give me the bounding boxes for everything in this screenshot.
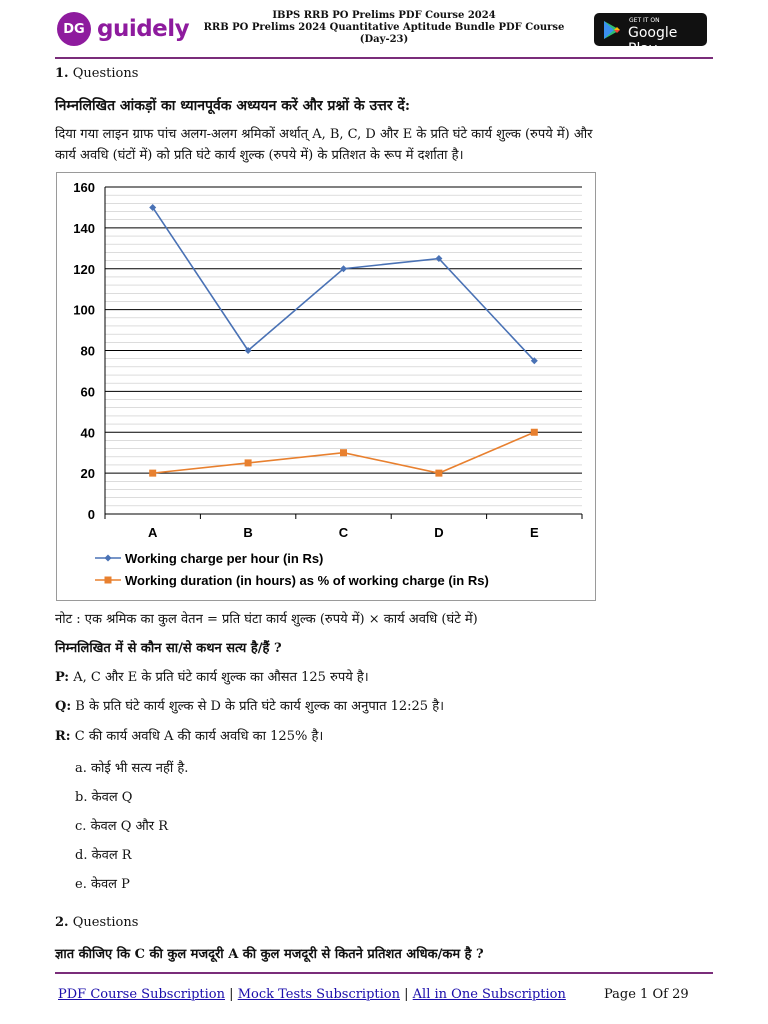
- q1-number: 1.: [55, 66, 69, 81]
- guidely-logo[interactable]: [57, 12, 189, 46]
- y-tick-label: 40: [80, 425, 95, 441]
- footer-separator: |: [404, 987, 409, 1002]
- option-text: कोई भी सत्य नहीं है.: [91, 761, 189, 776]
- google-play-badge[interactable]: [594, 13, 707, 57]
- option-b[interactable]: [75, 787, 132, 805]
- legend-marker-2: [105, 577, 112, 584]
- q1-paragraph-line-1: दिया गया लाइन ग्राफ पांच अलग-अलग श्रमिकों अर्थात् A, B, C, D और E के प्रति घंटे कार्य शुल्क (रुपये में) और: [55, 127, 593, 142]
- q2-label: Questions: [72, 915, 139, 930]
- y-tick-label: 80: [80, 343, 95, 359]
- y-tick-label: 160: [73, 180, 95, 195]
- note: नोट : एक श्रमिक का कुल वेतन = प्रति घंटा कार्य शुल्क (रुपये में) × कार्य अवधि (घंटे में): [55, 612, 478, 627]
- y-tick-label: 120: [73, 261, 95, 277]
- series-line-1: [153, 207, 535, 360]
- q1-question: निम्नलिखित में से कौन सा/से कथन सत्य है/हैं ?: [55, 641, 282, 656]
- header-title-line-1: IBPS RRB PO Prelims PDF Course 2024: [272, 10, 496, 21]
- page-number: Page 1 Of 29: [604, 987, 689, 1002]
- y-tick-label: 0: [87, 507, 95, 522]
- option-e[interactable]: [75, 874, 130, 892]
- legend-marker-1: [105, 555, 112, 562]
- page-header: [0, 0, 768, 58]
- x-tick-label: E: [529, 525, 539, 540]
- statement-q: [55, 696, 444, 714]
- footer-links: [58, 987, 566, 1002]
- legend-label-1: Working charge per hour (in Rs): [125, 551, 324, 566]
- option-text: केवल R: [91, 848, 132, 863]
- option-text: केवल Q: [91, 790, 133, 805]
- option-letter: c.: [75, 819, 87, 834]
- data-point-E: [531, 429, 538, 436]
- store-big-text: Google Play: [628, 25, 678, 57]
- q1-heading: [55, 66, 138, 81]
- q2-number: 2.: [55, 915, 69, 930]
- mock-tests-link[interactable]: Mock Tests Subscription: [237, 987, 400, 1002]
- y-tick-label: 140: [73, 220, 95, 236]
- option-letter: e.: [75, 877, 87, 892]
- statement-key: R:: [55, 729, 71, 744]
- x-tick-label: D: [434, 525, 444, 540]
- logo-mark: DG: [57, 12, 91, 46]
- option-letter: d.: [75, 848, 88, 863]
- header-divider: [55, 57, 713, 59]
- legend-label-2: Working duration (in hours) as % of working charge (in Rs): [125, 573, 489, 588]
- statement-text: B के प्रति घंटे कार्य शुल्क से D के प्रति घंटे कार्य शुल्क का अनुपात 12:25 है।: [75, 699, 445, 714]
- option-text: केवल Q और R: [90, 819, 169, 834]
- play-store-icon: [602, 20, 622, 40]
- line-chart-svg: [57, 173, 595, 600]
- data-point-B: [245, 459, 252, 466]
- x-tick-label: B: [243, 525, 253, 540]
- logo-text: guidely: [97, 16, 190, 42]
- q1-paragraph-line-2: कार्य अवधि (घंटों में) को प्रति घंटे कार्य शुल्क (रुपये में) के प्रतिशत के रूप में दर्शाता है।: [55, 148, 464, 163]
- q2-question: ज्ञात कीजिए कि C की कुल मजदूरी A की कुल मजदूरी से कितने प्रतिशत अधिक/कम है ?: [55, 947, 484, 962]
- footer-divider: [55, 972, 713, 974]
- statement-p: [55, 667, 369, 685]
- y-tick-label: 100: [73, 302, 95, 318]
- data-point-A: [149, 470, 156, 477]
- statement-key: P:: [55, 670, 70, 685]
- option-c[interactable]: [75, 816, 168, 834]
- q2-heading: [55, 915, 138, 930]
- all-in-one-link[interactable]: All in One Subscription: [412, 987, 566, 1002]
- statement-r: [55, 726, 323, 744]
- option-a[interactable]: [75, 758, 188, 776]
- option-letter: a.: [75, 761, 87, 776]
- statement-key: Q:: [55, 699, 72, 714]
- pdf-course-link[interactable]: PDF Course Subscription: [58, 987, 226, 1002]
- q1-directions: निम्नलिखित आंकड़ों का ध्यानपूर्वक अध्ययन करें और प्रश्नों के उत्तर दें:: [55, 98, 411, 114]
- line-chart: [56, 172, 596, 601]
- y-tick-label: 20: [80, 466, 95, 482]
- option-text: केवल P: [90, 877, 130, 892]
- option-d[interactable]: [75, 845, 132, 863]
- x-tick-label: C: [338, 525, 349, 540]
- header-title-line-3: (Day-23): [359, 34, 409, 45]
- y-tick-label: 60: [80, 384, 95, 400]
- footer-separator: |: [229, 987, 234, 1002]
- statement-text: C की कार्य अवधि A की कार्य अवधि का 125% है।: [74, 729, 324, 744]
- store-small-text: GET IT ON: [629, 17, 660, 24]
- statement-text: A, C और E के प्रति घंटे कार्य शुल्क का औसत 125 रुपये है।: [73, 670, 369, 685]
- q1-label: Questions: [72, 66, 139, 81]
- option-letter: b.: [75, 790, 88, 805]
- data-point-D: [435, 470, 442, 477]
- x-tick-label: A: [148, 525, 158, 540]
- header-title-line-2: RRB PO Prelims 2024 Quantitative Aptitude Bundle PDF Course: [203, 22, 565, 33]
- header-title: [200, 10, 568, 46]
- data-point-C: [340, 449, 347, 456]
